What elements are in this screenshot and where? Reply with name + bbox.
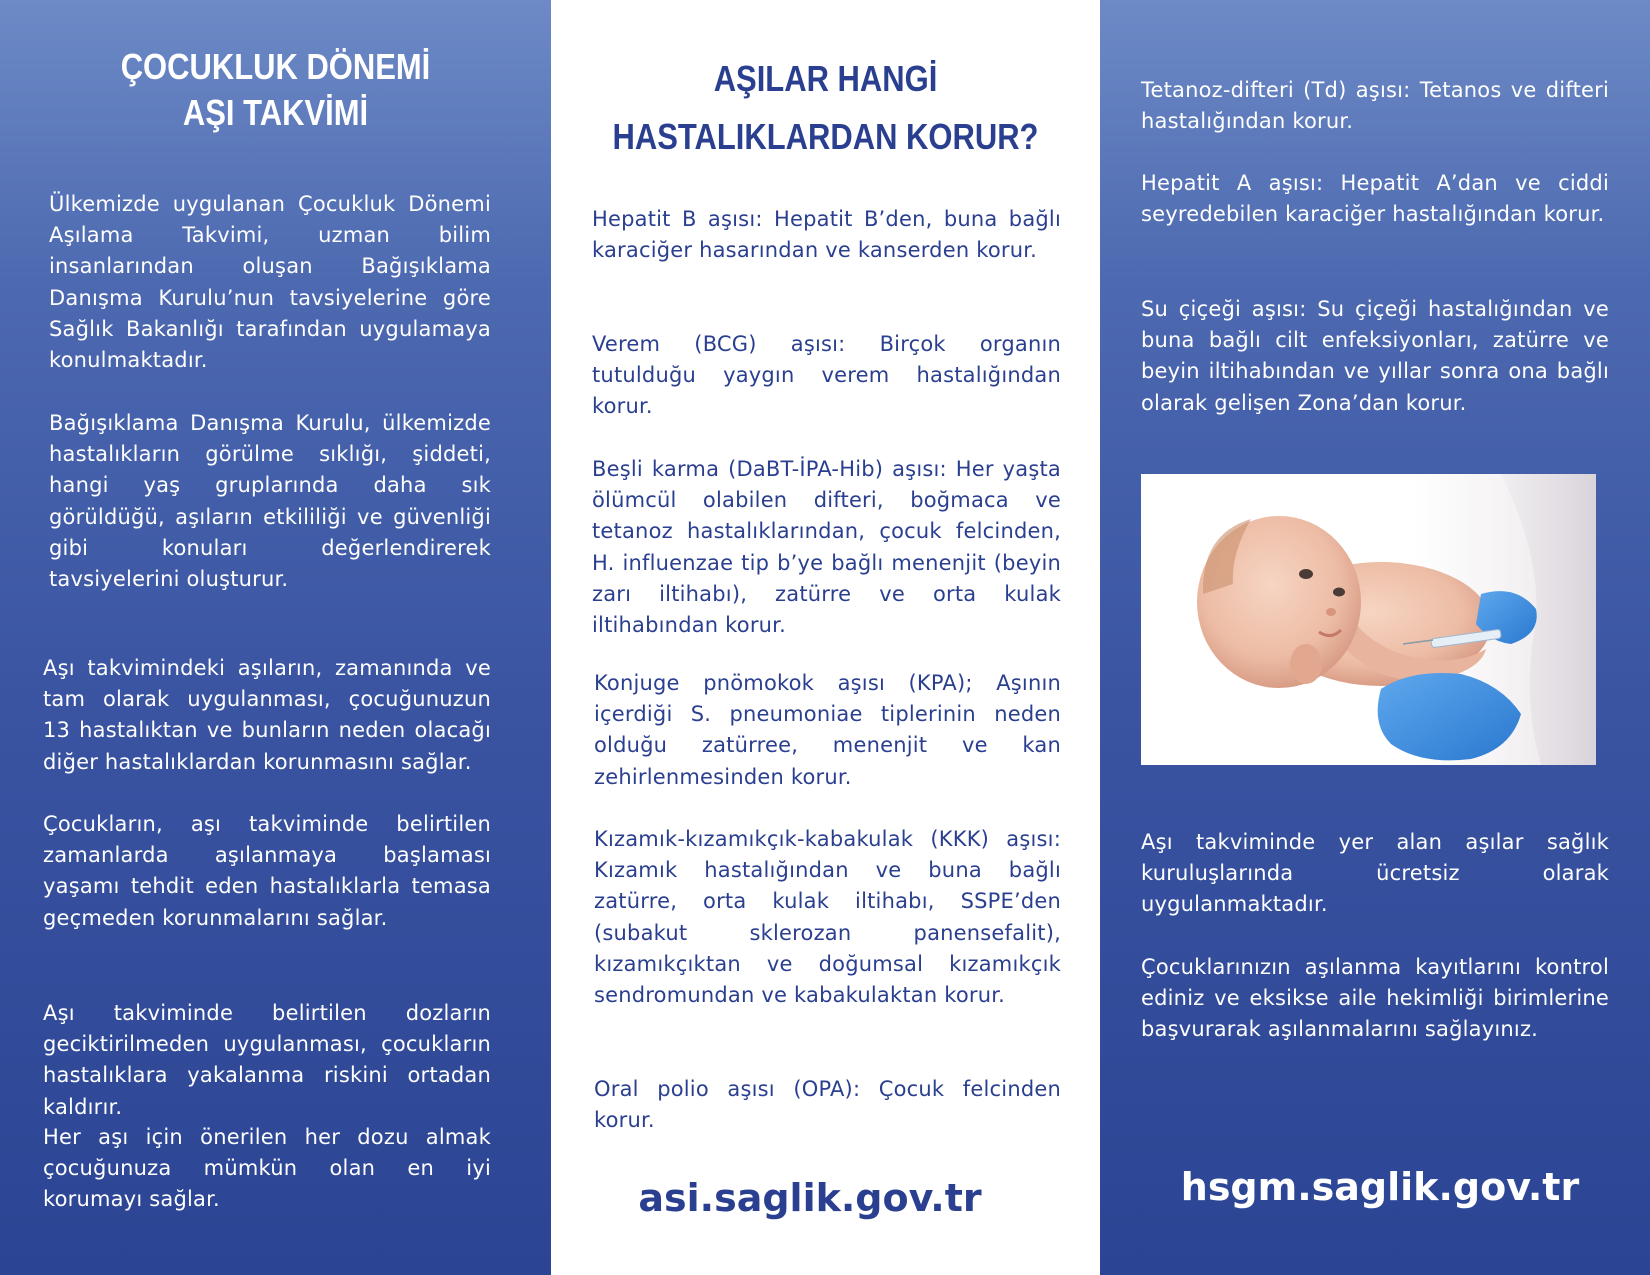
middle-website-link[interactable]: asi.saglik.gov.tr bbox=[638, 1176, 982, 1220]
right-paragraph-2: Hepatit A aşısı: Hepatit A’dan ve ciddi seyredebilen karaciğer hastalığından korur. bbox=[1141, 171, 1609, 227]
middle-paragraph-6: Oral polio aşısı (OPA): Çocuk felcinden korur. bbox=[594, 1077, 1061, 1133]
middle-paragraph-3: Beşli karma (DaBT-İPA-Hib) aşısı: Her yaşta ölümcül olabilen difteri, boğmaca ve tetanoz hastalıklarından, çocuk felcinden, H. influenzae tip b’ye bağlı menenjit (beyin zarı iltihabı), zatürre ve orta kulak iltihabından korur. bbox=[592, 457, 1061, 638]
right-paragraph-5: Çocuklarınızın aşılanma kayıtlarını kontrol ediniz ve eksikse aile hekimliği birimlerine başvurarak aşılanmalarını sağlayınız. bbox=[1141, 955, 1609, 1042]
middle-paragraph-4: Konjuge pnömokok aşısı (KPA); Aşının içerdiği S. pneumoniae tiplerinin neden olduğu zatürree, menenjit ve kan zehirlenmesinden korur. bbox=[594, 671, 1061, 789]
left-paragraph-3: Aşı takvimindeki aşıların, zamanında ve tam olarak uygulanması, çocuğunuzun 13 hastalıktan ve bunların neden olacağı diğer hastalıklardan korunmasını sağlar. bbox=[43, 656, 491, 774]
left-paragraph-5: Aşı takviminde belirtilen dozların geciktirilmeden uygulanması, çocukların hastalıklara yakalanma riskini ortadan kaldırır. bbox=[43, 1001, 491, 1119]
middle-paragraph-5: Kızamık-kızamıkçık-kabakulak (KKK) aşısı: Kızamık hastalığından ve buna bağlı zatürre, orta kulak iltihabı, SSPE’den (subakut sklerozan panensefalit), kızamıkçıktan ve doğumsal kızamıkçık sendromundan ve kabakulaktan korur. bbox=[594, 827, 1061, 1008]
baby-vaccination-photo bbox=[1141, 474, 1596, 765]
baby-vaccination-illustration bbox=[1141, 474, 1596, 765]
left-paragraph-2: Bağışıklama Danışma Kurulu, ülkemizde hastalıkların görülme sıklığı, şiddeti, hangi yaş gruplarında daha sık görüldüğü, aşıların etkililiği ve güvenliği gibi konuları değerlendirerek tavsiyelerini oluşturur. bbox=[49, 411, 491, 592]
middle-paragraph-2: Verem (BCG) aşısı: Birçok organın tutulduğu yaygın verem hastalığından korur. bbox=[592, 332, 1061, 419]
middle-title-line1: AŞILAR HANGİ bbox=[713, 58, 938, 99]
right-paragraph-4: Aşı takviminde yer alan aşılar sağlık kuruluşlarında ücretsiz olarak uygulanmaktadır. bbox=[1141, 830, 1609, 917]
right-paragraph-3: Su çiçeği aşısı: Su çiçeği hastalığından ve buna bağlı cilt enfeksiyonları, zatürre ve beyin iltihabından ve yıllar sonra ona bağlı olarak gelişen Zona’dan korur. bbox=[1141, 297, 1609, 415]
left-paragraph-4: Çocukların, aşı takviminde belirtilen zamanlarda aşılanmaya başlaması yaşamı tehdit eden hastalıklarla temasa geçmeden korunmalarını sağlar. bbox=[43, 812, 491, 930]
middle-title bbox=[589, 50, 1061, 166]
left-title-line2: AŞI TAKVİMİ bbox=[182, 92, 369, 133]
left-paragraph-6: Her aşı için önerilen her dozu almak çocuğunuza mümkün olan en iyi korumayı sağlar. bbox=[43, 1125, 491, 1212]
left-title-line1: ÇOCUKLUK DÖNEMİ bbox=[120, 46, 431, 87]
middle-title-line2: HASTALIKLARDAN KORUR? bbox=[612, 116, 1039, 157]
left-title bbox=[39, 44, 513, 136]
right-website-link[interactable]: hsgm.saglik.gov.tr bbox=[1180, 1165, 1580, 1209]
left-paragraph-1: Ülkemizde uygulanan Çocukluk Dönemi Aşılama Takvimi, uzman bilim insanlarından oluşan Bağışıklama Danışma Kurulu’nun tavsiyelerine göre Sağlık Bakanlığı tarafından uygulamaya konulmaktadır. bbox=[49, 192, 491, 373]
right-paragraph-1: Tetanoz-difteri (Td) aşısı: Tetanos ve difteri hastalığından korur. bbox=[1141, 78, 1609, 134]
middle-paragraph-1: Hepatit B aşısı: Hepatit B’den, buna bağlı karaciğer hasarından ve kanserden korur. bbox=[592, 207, 1061, 263]
